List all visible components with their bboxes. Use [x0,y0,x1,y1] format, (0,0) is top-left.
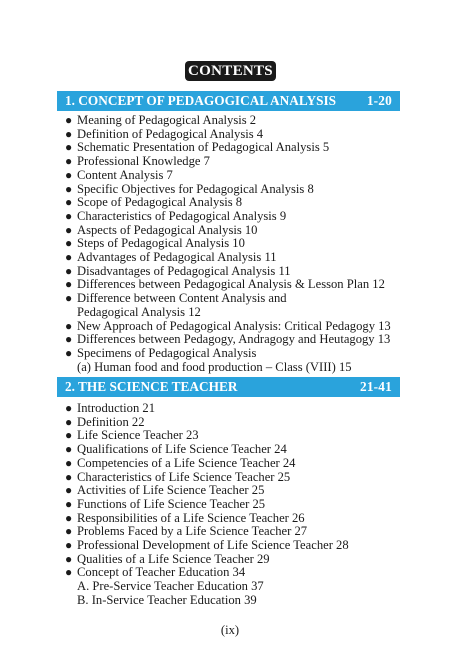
toc-entry[interactable]: ● Introduction 21 [65,401,155,415]
bullet-icon: ● [65,414,73,429]
bullet-icon: ● [65,126,73,141]
chapter-1-page-range: 1-20 [366,93,392,108]
bullet-icon: ● [65,469,73,484]
chapter-1-heading-bar[interactable] [57,91,400,111]
bullet-icon: ● [65,345,73,360]
bullet-icon: ● [65,318,73,333]
bullet-icon: ● [65,496,73,511]
bullet-icon: ● [65,263,73,278]
page-number: (ix) [220,623,240,637]
toc-entry[interactable]: ● Functions of Life Science Teacher 25 [65,496,266,511]
toc-entry[interactable]: ● Schematic Presentation of Pedagogical Analysis 5 [65,140,330,155]
bullet-icon: ● [65,401,73,415]
bullet-icon: ● [65,442,73,457]
toc-entry[interactable]: ● Specimens of Pedagogical Analysis [65,345,257,360]
toc-entry[interactable]: ● Qualifications of Life Science Teacher 24 [65,442,287,457]
toc-entry[interactable]: ● Competencies of a Life Science Teacher 24 [65,455,296,470]
toc-entry[interactable]: ● Specific Objectives for Pedagogical Analysis 8 [65,181,314,196]
toc-entry[interactable]: ● Qualities of a Life Science Teacher 29 [65,551,270,566]
chapter-2-heading: 2. THE SCIENCE TEACHER [65,379,238,394]
toc-entry[interactable]: ● Activities of Life Science Teacher 25 [65,483,265,498]
contents-title: CONTENTS [185,61,276,81]
chapter-2-page-range: 21-41 [359,379,392,394]
toc-entry[interactable]: ● Steps of Pedagogical Analysis 10 [65,236,245,251]
toc-entry[interactable]: ● Professional Development of Life Science Teacher 28 [65,538,349,553]
bullet-icon: ● [65,250,73,265]
toc-entry[interactable]: ● Definition 22 [65,414,145,429]
toc-entry[interactable]: ● Differences between Pedagogy, Andragogy and Heutagogy 13 [65,332,391,347]
toc-entry[interactable]: ● Life Science Teacher 23 [65,428,199,443]
bullet-icon: ● [65,154,73,169]
toc-subentry[interactable]: (a) Human food and food production – Class (VIII) 15 [77,359,352,374]
bullet-icon: ● [65,113,73,127]
toc-entry[interactable]: ● Difference between Content Analysis and [65,291,287,306]
toc-entry[interactable]: ● Professional Knowledge 7 [65,154,210,169]
bullet-icon: ● [65,332,73,347]
chapter-1-entries [57,114,400,374]
toc-entry[interactable]: ● Meaning of Pedagogical Analysis 2 [65,113,257,127]
toc-subentry[interactable]: A. Pre-Service Teacher Education 37 [77,579,264,594]
toc-entry[interactable]: ● Characteristics of Life Science Teacher 25 [65,469,291,484]
bullet-icon: ● [65,510,73,525]
toc-entry[interactable]: ● Content Analysis 7 [65,167,173,182]
bullet-icon: ● [65,565,73,580]
bullet-icon: ● [65,551,73,566]
bullet-icon: ● [65,222,73,237]
bullet-icon: ● [65,195,73,210]
bullet-icon: ● [65,428,73,443]
toc-entry[interactable]: ● Differences between Pedagogical Analysis & Lesson Plan 12 [65,277,385,292]
toc-entry[interactable]: ● Aspects of Pedagogical Analysis 10 [65,222,258,237]
toc-entry-continuation[interactable]: Pedagogical Analysis 12 [77,304,201,319]
toc-subentry[interactable]: B. In-Service Teacher Education 39 [77,592,257,607]
bullet-icon: ● [65,291,73,306]
toc-entry[interactable]: ● Responsibilities of a Life Science Teacher 26 [65,510,305,525]
toc-entry[interactable]: ● Characteristics of Pedagogical Analysis 9 [65,208,287,223]
bullet-icon: ● [65,236,73,251]
chapter-2-heading-bar[interactable] [57,377,400,397]
bullet-icon: ● [65,483,73,498]
bullet-icon: ● [65,524,73,539]
toc-entry[interactable]: ● Concept of Teacher Education 34 [65,565,246,580]
bullet-icon: ● [65,208,73,223]
toc-entry[interactable]: ● Scope of Pedagogical Analysis 8 [65,195,243,210]
toc-entry[interactable]: ● Advantages of Pedagogical Analysis 11 [65,250,277,265]
toc-entry[interactable]: ● Disadvantages of Pedagogical Analysis 11 [65,263,291,278]
bullet-icon: ● [65,181,73,196]
chapter-1-heading: 1. CONCEPT OF PEDAGOGICAL ANALYSIS [65,93,337,108]
toc-entry[interactable]: ● Definition of Pedagogical Analysis 4 [65,126,264,141]
chapter-2-entries [57,402,400,608]
bullet-icon: ● [65,167,73,182]
bullet-icon: ● [65,277,73,292]
toc-entry[interactable]: ● New Approach of Pedagogical Analysis: Critical Pedagogy 13 [65,318,391,333]
bullet-icon: ● [65,140,73,155]
bullet-icon: ● [65,455,73,470]
toc-entry[interactable]: ● Problems Faced by a Life Science Teacher 27 [65,524,308,539]
bullet-icon: ● [65,538,73,553]
